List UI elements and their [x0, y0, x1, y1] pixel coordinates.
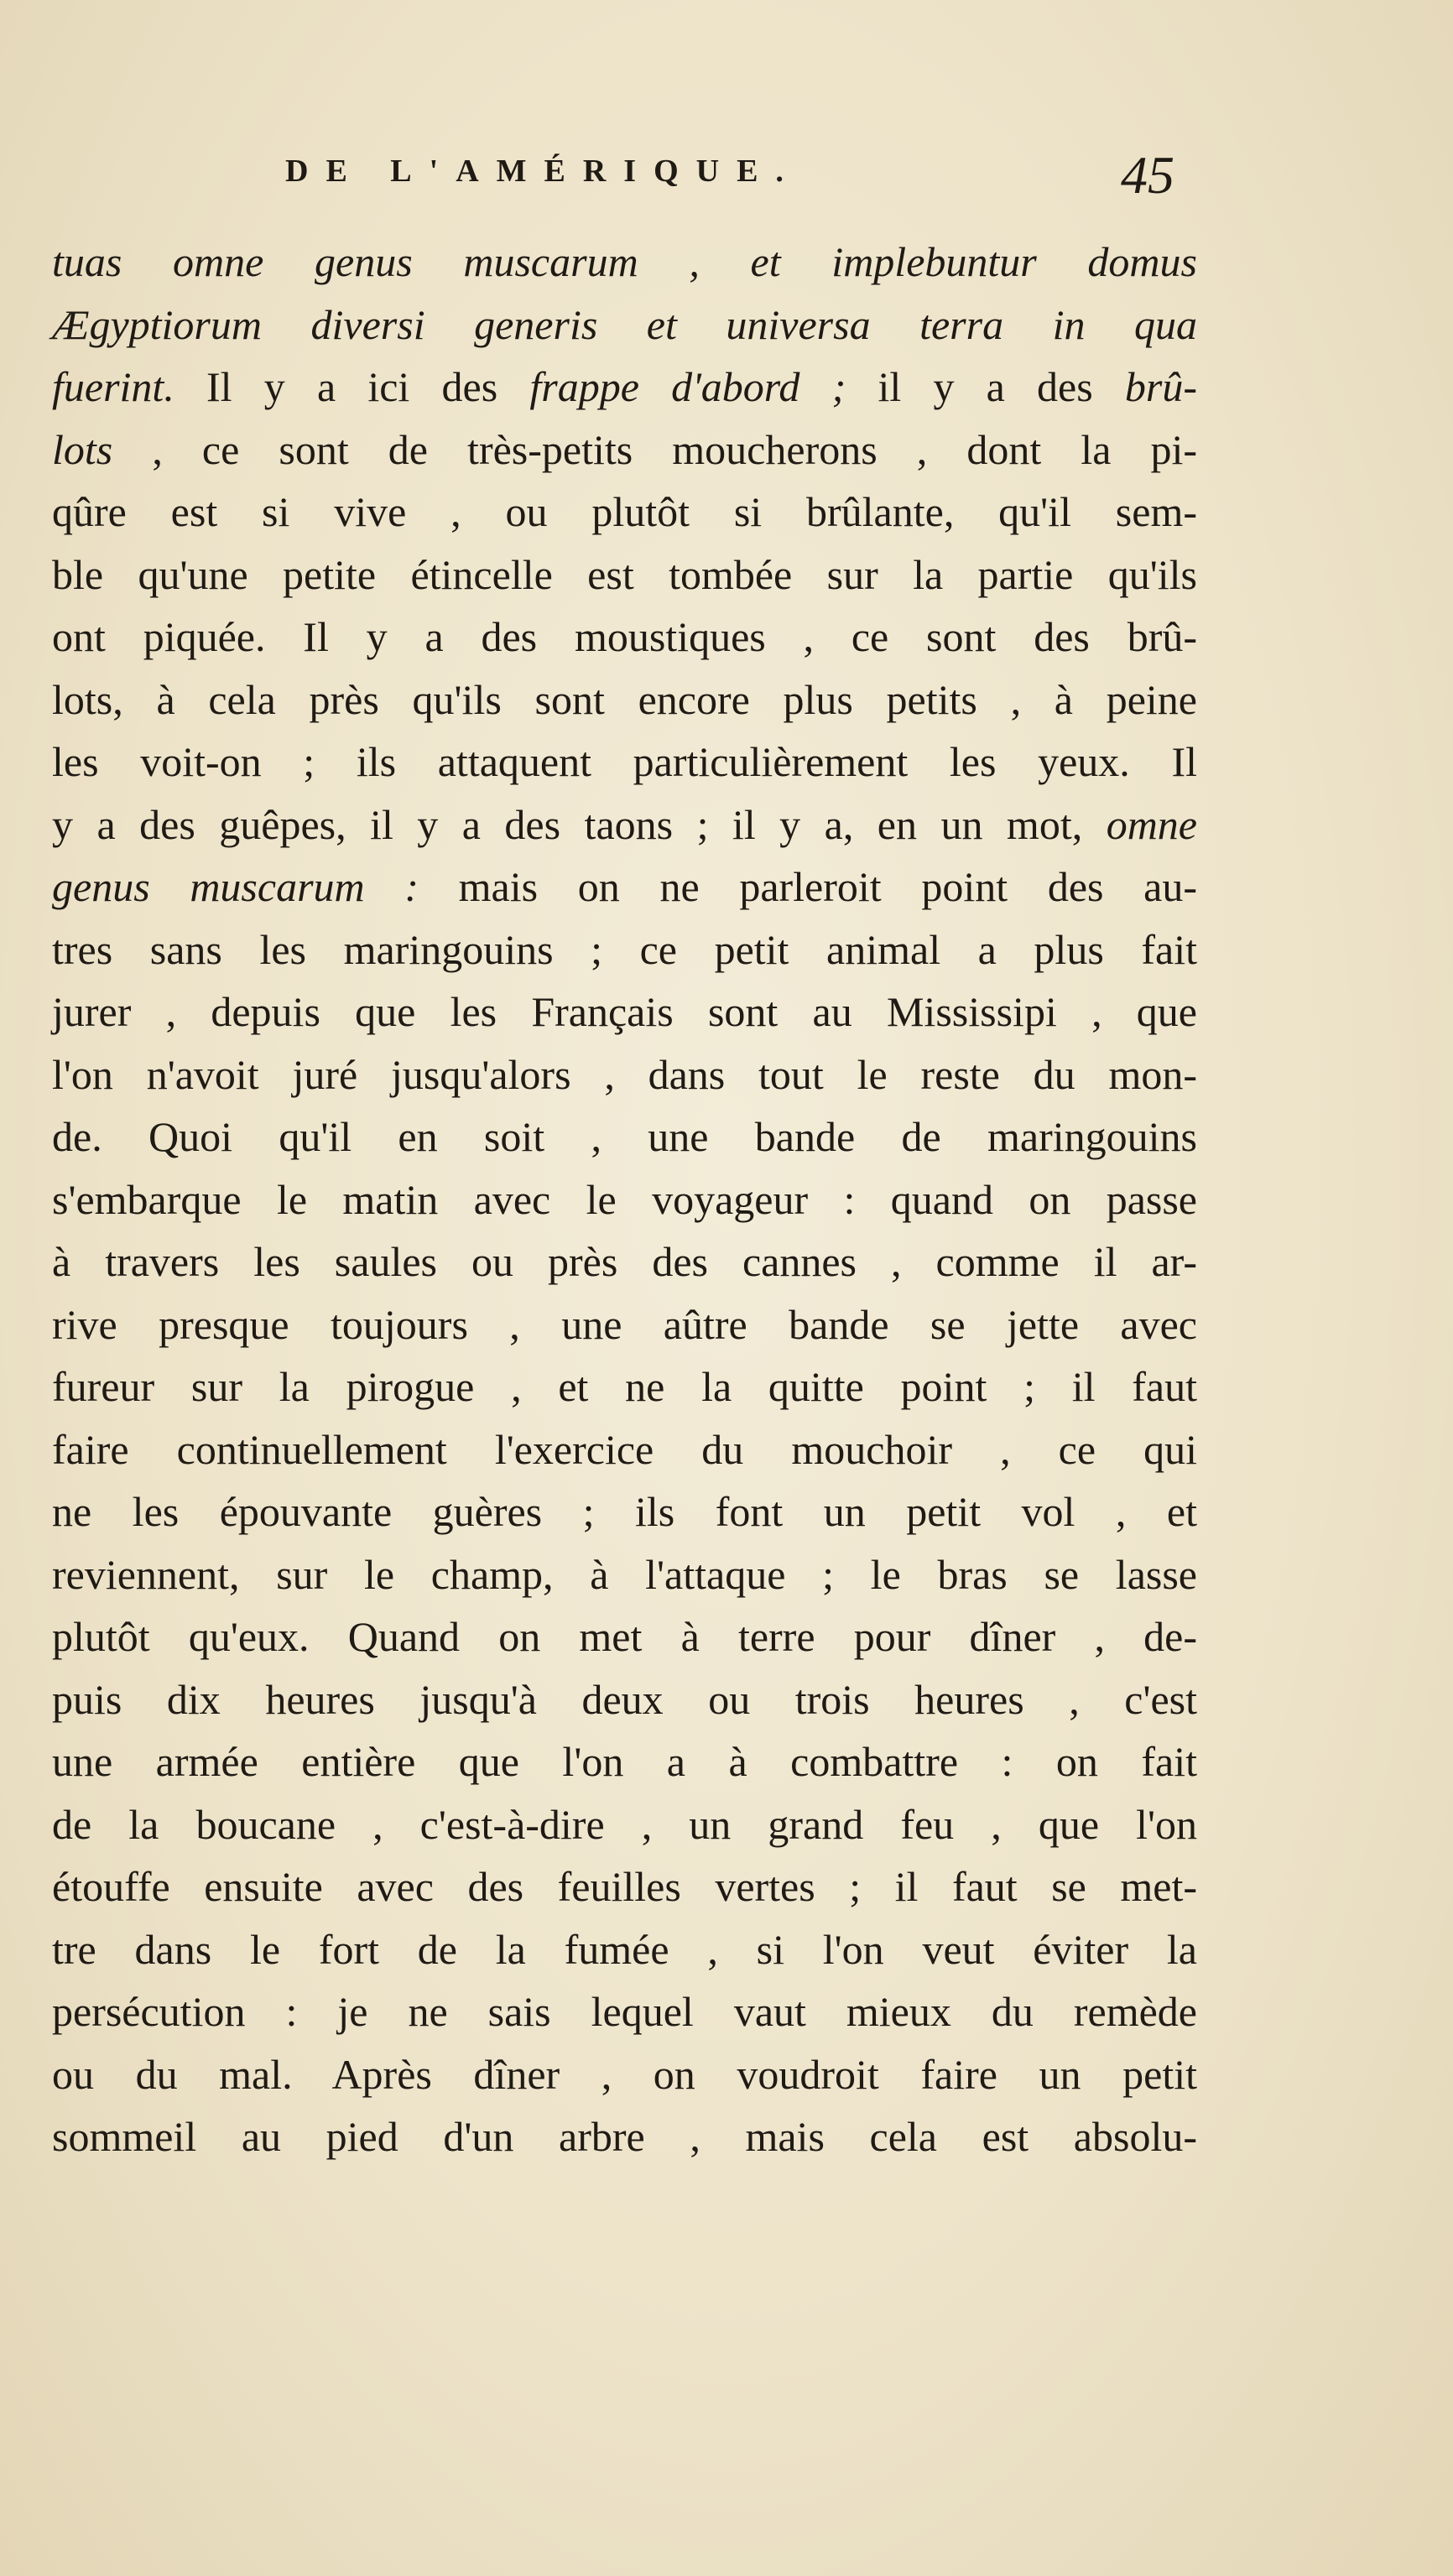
text-line: [52, 1293, 1197, 1356]
text-run: ont piquée. Il y a des moustiques , ce sont des brû-: [52, 613, 1197, 660]
text-run: , ce sont de très-petits moucherons , dont la pi-: [112, 425, 1197, 473]
text-run: jurer , depuis que les Français sont au Mississipi , que: [52, 988, 1197, 1035]
italic-text-run: brû-: [1124, 363, 1197, 410]
text-line: [52, 1605, 1197, 1668]
text-run: l'on n'avoit juré jusqu'alors , dans tout le reste du mon-: [52, 1050, 1197, 1098]
text-run: mais on ne parleroit point des au-: [418, 863, 1197, 910]
text-run: fureur sur la pirogue , et ne la quitte point ; il faut: [52, 1363, 1197, 1410]
text-run: tre dans le fort de la fumée , si l'on veut éviter la: [52, 1925, 1197, 1973]
text-run: faire continuellement l'exercice du mouchoir , ce qui: [52, 1425, 1197, 1473]
text-line: [52, 1793, 1197, 1856]
text-line: [52, 1918, 1197, 1981]
text-line: [52, 856, 1197, 919]
text-line: [52, 1855, 1197, 1918]
text-line: [52, 2105, 1197, 2168]
text-run: sommeil au pied d'un arbre , mais cela est absolu-: [52, 2113, 1197, 2160]
text-run: reviennent, sur le champ, à l'attaque ; le bras se lasse: [52, 1550, 1197, 1598]
text-line: [52, 1418, 1197, 1481]
text-run: qûre est si vive , ou plutôt si brûlante, qu'il sem-: [52, 488, 1197, 535]
text-run: à travers les saules ou près des cannes , comme il ar-: [52, 1238, 1197, 1285]
text-line: [52, 794, 1197, 856]
running-title: DE L'AMÉRIQUE.: [285, 154, 801, 189]
italic-text-run: lots: [52, 425, 113, 473]
text-line: [52, 2043, 1197, 2106]
text-line: [52, 481, 1197, 544]
text-run: ne les épouvante guères ; ils font un petit vol , et: [52, 1488, 1197, 1535]
text-run: de. Quoi qu'il en soit , une bande de maringouins: [52, 1113, 1197, 1160]
text-line: [52, 356, 1197, 419]
text-run: plutôt qu'eux. Quand on met à terre pour dîner , de-: [52, 1613, 1197, 1660]
text-line: [52, 231, 1197, 294]
page-header: [285, 144, 1174, 203]
page-number: 45: [1121, 145, 1174, 205]
text-line: [52, 419, 1197, 481]
text-line: [52, 1730, 1197, 1793]
text-run: Il y a ici des: [174, 363, 530, 410]
italic-text-run: fuerint.: [52, 363, 174, 410]
text-line: [52, 606, 1197, 669]
text-line: [52, 1168, 1197, 1231]
text-line: [52, 981, 1197, 1043]
text-line: [52, 294, 1197, 356]
text-run: lots, à cela près qu'ils sont encore plus petits , à peine: [52, 675, 1197, 723]
italic-text-run: tuas omne genus muscarum , et implebuntur domus: [52, 238, 1197, 285]
text-line: [52, 1043, 1197, 1106]
text-run: rive presque toujours , une aûtre bande se jette avec: [52, 1300, 1197, 1348]
text-line: [52, 1668, 1197, 1731]
text-run: de la boucane , c'est-à-dire , un grand feu , que l'on: [52, 1800, 1197, 1848]
text-line: [52, 919, 1197, 981]
text-run: ou du mal. Après dîner , on voudroit faire un petit: [52, 2050, 1197, 2098]
text-line: [52, 1356, 1197, 1418]
text-run: les voit-on ; ils attaquent particulièrement les yeux. Il: [52, 738, 1197, 785]
text-run: persécution : je ne sais lequel vaut mieux du remède: [52, 1988, 1197, 2035]
text-line: [52, 544, 1197, 606]
italic-text-run: genus muscarum :: [52, 863, 419, 910]
body-text: [52, 231, 1197, 2168]
text-run: une armée entière que l'on a à combattre : on fait: [52, 1738, 1197, 1785]
text-line: [52, 1106, 1197, 1168]
italic-text-run: omne: [1106, 800, 1197, 848]
text-line: [52, 1980, 1197, 2043]
text-line: [52, 1481, 1197, 1543]
text-line: [52, 1543, 1197, 1606]
italic-text-run: frappe d'abord ;: [529, 363, 846, 410]
text-line: [52, 1231, 1197, 1293]
italic-text-run: Ægyptiorum diversi generis et universa terra in qua: [52, 300, 1197, 348]
text-run: tres sans les maringouins ; ce petit animal a plus fait: [52, 925, 1197, 973]
text-run: ble qu'une petite étincelle est tombée sur la partie qu'ils: [52, 550, 1197, 598]
text-run: s'embarque le matin avec le voyageur : quand on passe: [52, 1175, 1197, 1223]
text-run: il y a des: [846, 363, 1125, 410]
text-line: [52, 731, 1197, 794]
text-line: [52, 669, 1197, 731]
text-run: y a des guêpes, il y a des taons ; il y a, en un mot,: [52, 800, 1107, 848]
text-run: puis dix heures jusqu'à deux ou trois heures , c'est: [52, 1675, 1197, 1723]
text-run: étouffe ensuite avec des feuilles vertes ; il faut se met-: [52, 1863, 1197, 1910]
